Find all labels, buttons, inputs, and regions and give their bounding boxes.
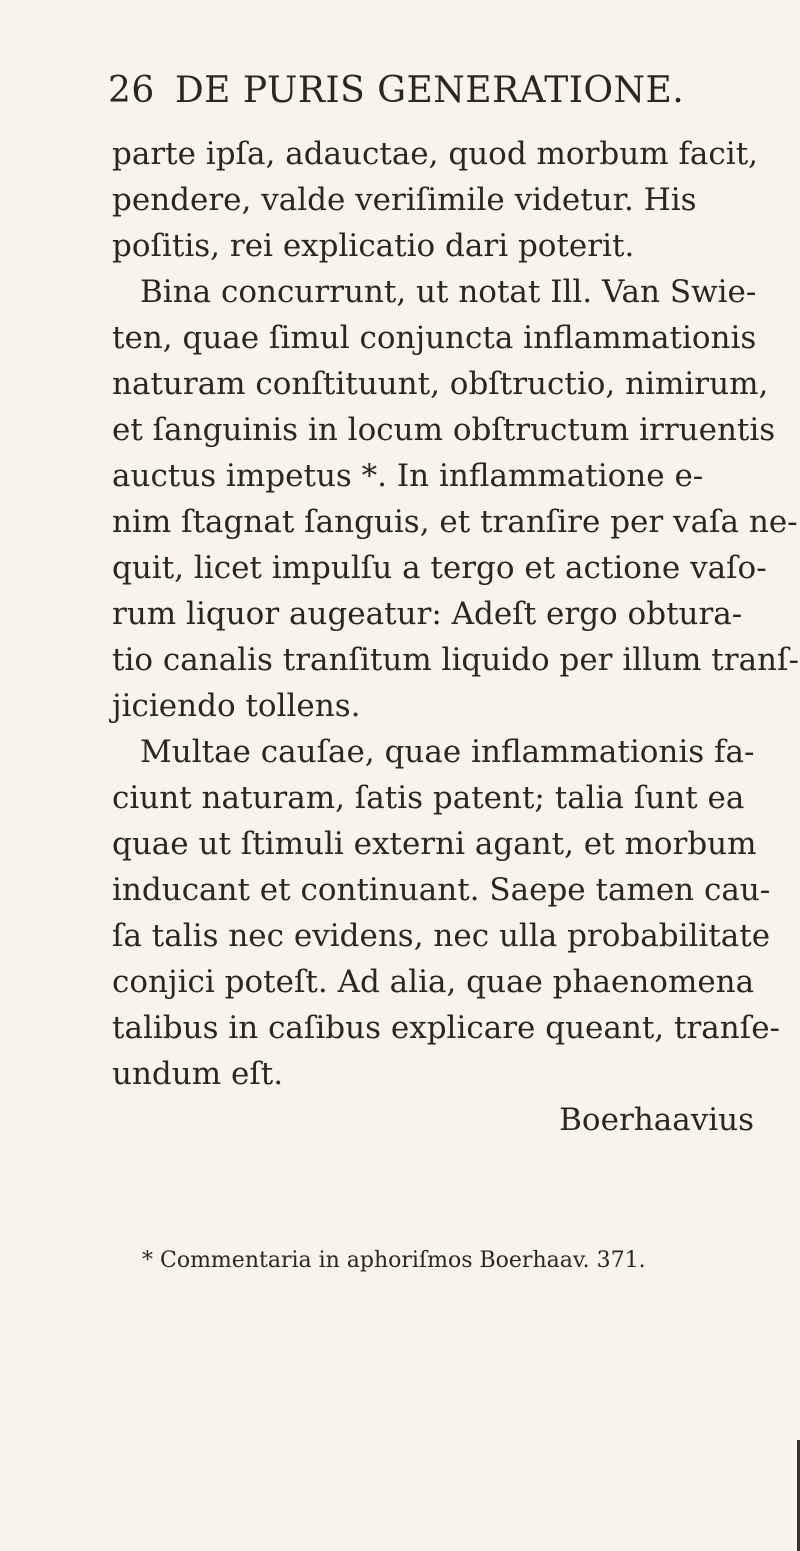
text-line: jiciendo tollens. (112, 688, 361, 724)
text-line: auctus impetus *. In inflammatione e- (112, 458, 704, 494)
text-line: tio canalis tranſitum liquido per illum tranſ- (112, 642, 799, 678)
text-line: ten, quae ſimul conjuncta inflammationis (112, 320, 757, 356)
text-line: ciunt naturam, ſatis patent; talia ſunt ea (112, 780, 745, 816)
text-line: inducant et continuant. Saepe tamen cau- (112, 872, 771, 908)
running-head (108, 70, 684, 111)
text-line: naturam conſtituunt, obſtructio, nimirum, (112, 366, 769, 402)
text-line: rum liquor augeatur: Adeſt ergo obtura- (112, 596, 743, 632)
text-line: conjici poteſt. Ad alia, quae phaenomena (112, 964, 755, 1000)
text-line: quit, licet impulſu a tergo et actione vaſo- (112, 550, 767, 586)
footnote: * Commentaria in aphoriſmos Boerhaav. 371. (142, 1248, 646, 1273)
text-line: Multae cauſae, quae inflammationis fa- (140, 734, 755, 770)
text-line: pendere, valde veriſimile videtur. His (112, 182, 697, 218)
page-number: 26 (108, 70, 155, 111)
text-line: undum eſt. (112, 1056, 284, 1092)
text-line: talibus in caſibus explicare queant, tranſe- (112, 1010, 781, 1046)
text-line: parte ipſa, adauctae, quod morbum facit, (112, 136, 759, 172)
text-line: Bina concurrunt, ut notat Ill. Van Swie- (140, 274, 757, 310)
page-title: DE PURIS GENERATIONE. (174, 70, 685, 111)
text-line: et ſanguinis in locum obſtructum irruentis (112, 412, 776, 448)
catchword: Boerhaavius (559, 1102, 754, 1138)
text-line: nim ſtagnat ſanguis, et tranſire per vaſa ne- (112, 504, 798, 540)
text-line: poſitis, rei explicatio dari poterit. (112, 228, 635, 264)
text-line: quae ut ſtimuli externi agant, et morbum (112, 826, 757, 862)
body-text (112, 131, 799, 1143)
text-line: ſa talis nec evidens, nec ulla probabilitate (112, 918, 771, 954)
